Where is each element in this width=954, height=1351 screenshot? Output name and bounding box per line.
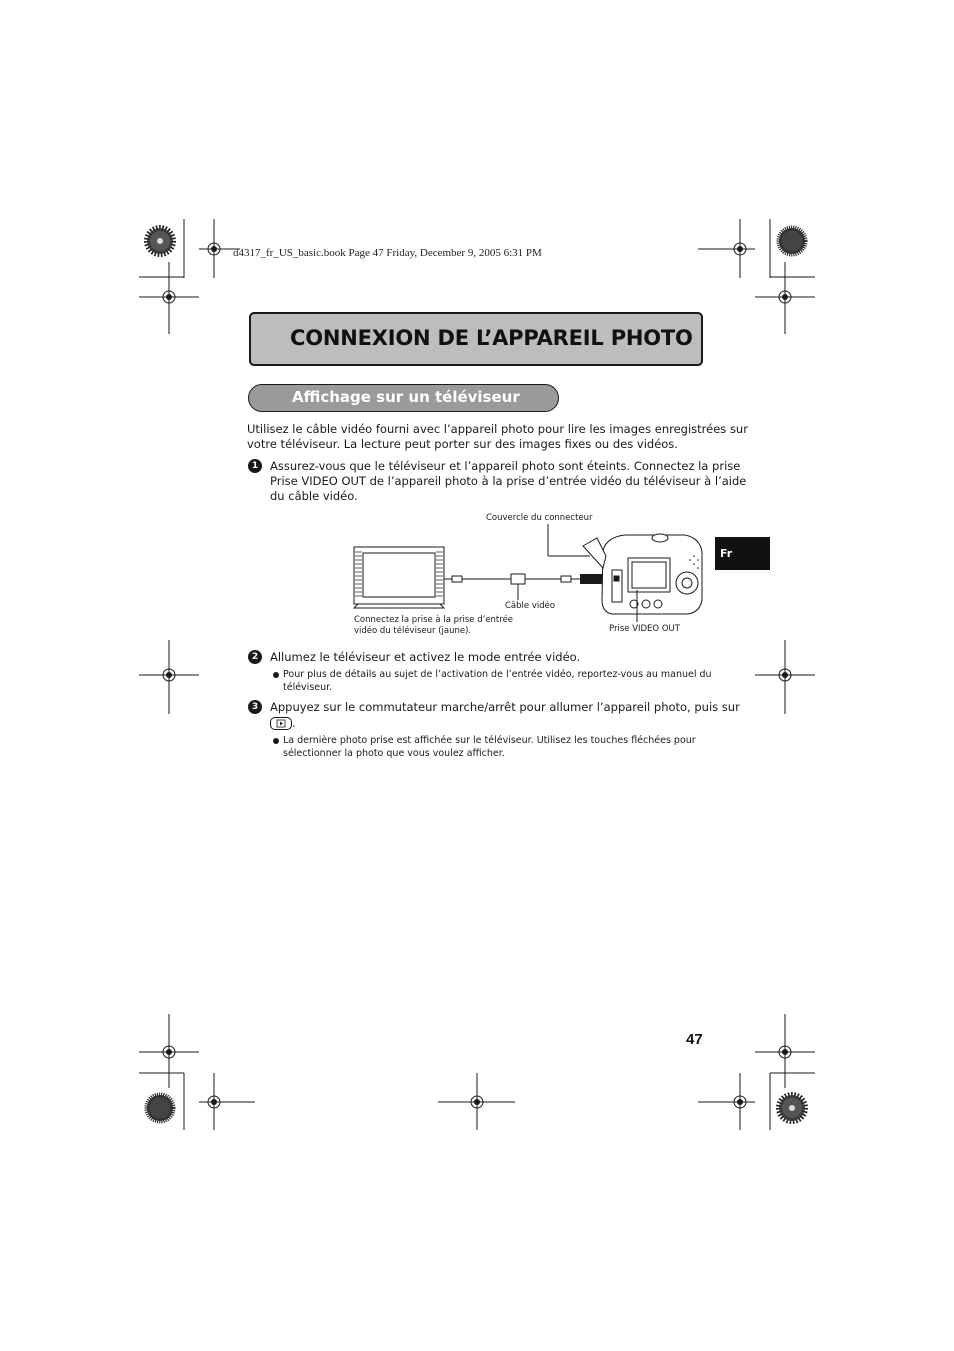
page-title: CONNEXION DE L’APPAREIL PHOTO [290, 326, 693, 350]
intro-line-1: Utilisez le câble vidéo fourni avec l’appareil photo pour lire les images enregistrées sur [247, 422, 748, 436]
step-1-line-3: du câble vidéo. [270, 489, 358, 503]
step-2-note-1: Pour plus de détails au sujet de l’activation de l’entrée vidéo, reportez-vous au manuel du [283, 669, 712, 680]
language-tab-label: Fr [720, 547, 733, 560]
print-info: d4317_fr_US_basic.book Page 47 Friday, December 9, 2005 6:31 PM [233, 247, 542, 259]
step-3-line-1: Appuyez sur le commutateur marche/arrêt pour allumer l’appareil photo, puis sur [270, 700, 740, 714]
step-number-1: 1 [248, 459, 262, 473]
bullet [273, 738, 279, 744]
step-3-note-2: sélectionner la photo que vous voulez afficher. [283, 748, 505, 759]
step-3-line-2 [270, 716, 296, 731]
label-connector-cover: Couvercle du connecteur [486, 513, 593, 523]
intro-line-2: votre téléviseur. La lecture peut porter sur des images fixes ou des vidéos. [247, 437, 678, 451]
page-number: 47 [686, 1031, 703, 1048]
label-video-cable: Câble vidéo [505, 601, 556, 611]
step-1-line-2: Prise VIDEO OUT de l’appareil photo à la prise d’entrée vidéo du téléviseur à l’aide [270, 474, 747, 488]
step-number-3: 3 [248, 700, 262, 714]
step-2-note-2: téléviseur. [283, 682, 333, 693]
label-video-out: Prise VIDEO OUT [609, 624, 680, 634]
section-title: Affichage sur un téléviseur [292, 388, 520, 406]
bullet [273, 672, 279, 678]
label-tv-jack-1: Connectez la prise à la prise d’entrée [354, 615, 514, 625]
step-1-line-1: Assurez-vous que le téléviseur et l’appareil photo sont éteints. Connectez la prise [270, 459, 741, 473]
step-2-line-1: Allumez le téléviseur et activez le mode entrée vidéo. [270, 650, 581, 664]
camera-illustration [548, 524, 702, 622]
tv-illustration [354, 547, 444, 608]
label-tv-jack-2: vidéo du téléviseur (jaune). [354, 626, 472, 636]
step-number-2: 2 [248, 650, 262, 664]
step-3-line-2-end: . [292, 716, 296, 730]
playback-button-icon [270, 717, 292, 730]
step-3-note-1: La dernière photo prise est affichée sur le téléviseur. Utilisez les touches fléchées pour [283, 735, 696, 746]
